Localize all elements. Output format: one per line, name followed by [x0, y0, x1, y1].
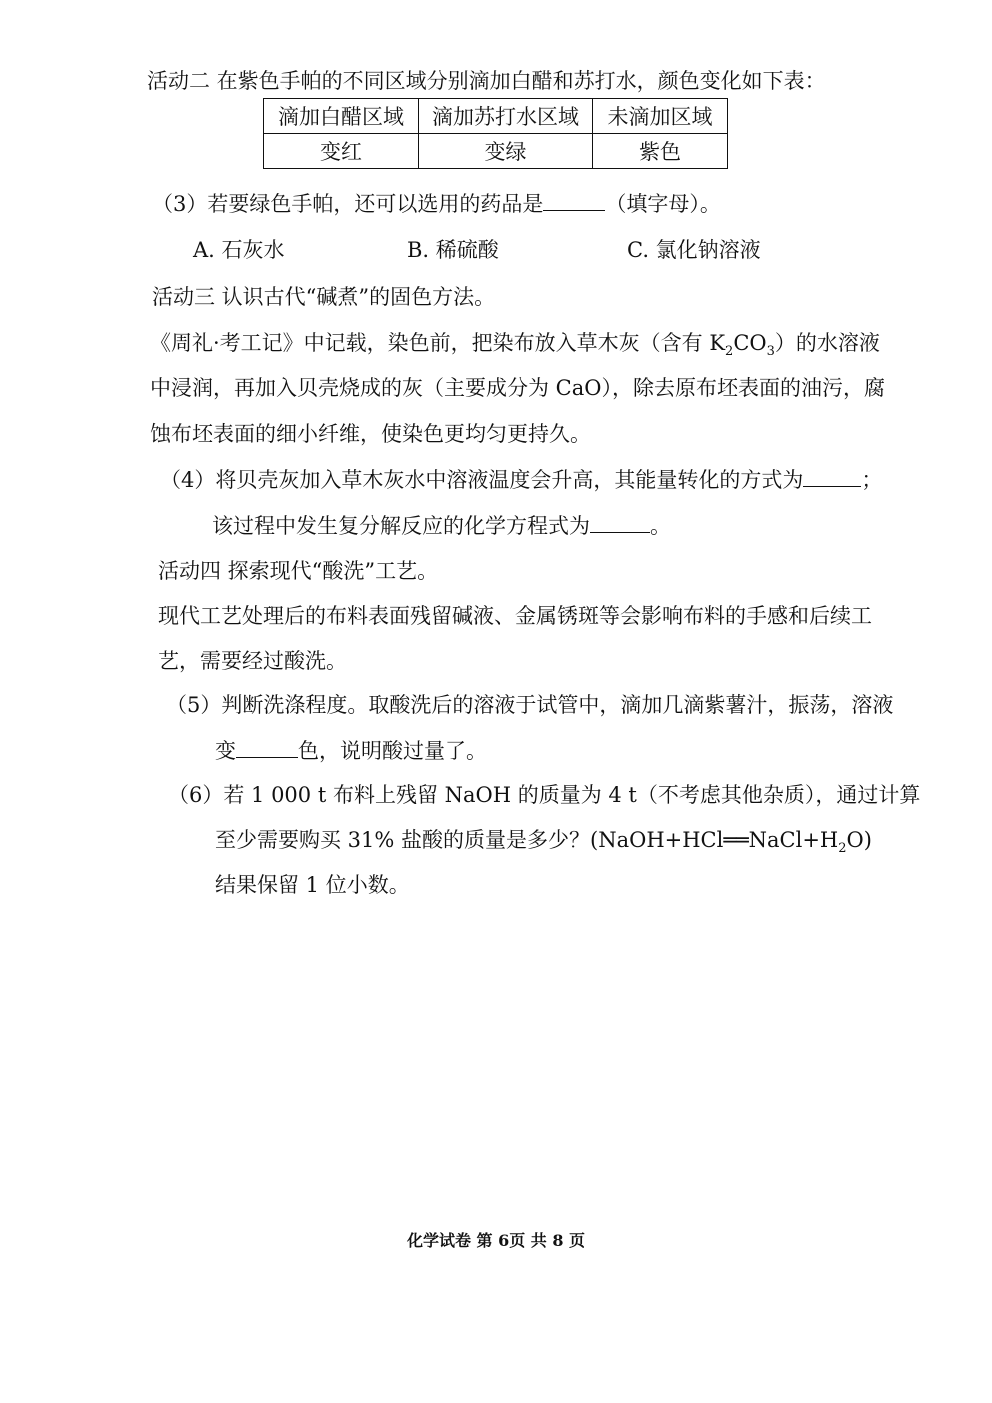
- question-5-text: 色，说明酸过量了。: [298, 739, 487, 763]
- color-change-table: [263, 98, 728, 169]
- question-3: [152, 188, 721, 219]
- question-4-line1: [160, 464, 882, 495]
- table-cell: 变绿: [419, 134, 593, 169]
- question-4-text: （4）将贝壳灰加入草木灰水中溶液温度会升高，其能量转化的方式为: [160, 468, 804, 492]
- activity2-heading: 活动二 在紫色手帕的不同区域分别滴加白醋和苏打水，颜色变化如下表：: [147, 69, 826, 93]
- subscript: 2: [838, 841, 847, 857]
- table-header-cell: 未滴加区域: [593, 99, 728, 134]
- question-4-line2: [212, 510, 671, 541]
- answer-blank[interactable]: [803, 464, 861, 487]
- question-5-text: 变: [215, 739, 236, 763]
- equation-sign: ══: [723, 828, 749, 852]
- question-4-text: 该过程中发生复分解反应的化学方程式为: [212, 514, 590, 538]
- table-cell: 变红: [264, 134, 419, 169]
- activity4-heading: 活动四 探索现代“酸洗”工艺。: [158, 559, 439, 583]
- subscript: 2: [725, 344, 734, 360]
- answer-blank[interactable]: [590, 510, 650, 533]
- table-row: [264, 134, 728, 169]
- question-5-line2: [215, 735, 487, 766]
- question-6-line3: 结果保留 1 位小数。: [215, 873, 410, 897]
- option-a: A. 石灰水: [193, 238, 285, 262]
- question-6-line1: （6）若 1 000 t 布料上残留 NaOH 的质量为 4 t（不考虑其他杂质），通过计算: [168, 783, 921, 807]
- subscript: 3: [766, 344, 775, 360]
- paragraph-text: 《周礼·考工记》中记载，染色前，把染布放入草木灰（含有 K: [150, 331, 726, 355]
- table-header-cell: 滴加白醋区域: [264, 99, 419, 134]
- question-6-text: O): [846, 828, 872, 852]
- answer-blank[interactable]: [236, 735, 298, 758]
- question-3-suffix: （填字母）。: [605, 192, 721, 216]
- table-header-row: [264, 99, 728, 134]
- activity3-heading: 活动三 认识古代“碱煮”的固色方法。: [152, 285, 496, 309]
- punctuation: 。: [650, 514, 671, 538]
- activity4-paragraph-line: 现代工艺处理后的布料表面残留碱液、金属锈斑等会影响布料的手感和后续工: [158, 604, 872, 628]
- option-b: B. 稀硫酸: [407, 238, 499, 262]
- table-header-cell: 滴加苏打水区域: [419, 99, 593, 134]
- activity3-paragraph-line: 蚀布坯表面的细小纤维，使染色更均匀更持久。: [150, 422, 591, 446]
- question-6-text: NaCl+H: [748, 828, 839, 852]
- activity3-paragraph-line: 中浸润，再加入贝壳烧成的灰（主要成分为 CaO），除去原布坯表面的油污，腐: [150, 376, 885, 400]
- page-footer: 化学试卷 第 6页 共 8 页: [406, 1231, 586, 1250]
- paragraph-text: CO: [733, 331, 767, 355]
- punctuation: ；: [861, 468, 883, 492]
- activity4-paragraph-line: 艺，需要经过酸洗。: [158, 649, 347, 673]
- paragraph-text: ）的水溶液: [774, 331, 880, 355]
- option-c: C. 氯化钠溶液: [627, 238, 761, 262]
- question-6-text: 至少需要购买 31% 盐酸的质量是多少？(NaOH+HCl: [215, 828, 724, 852]
- question-5-line1: （5）判断洗涤程度。取酸洗后的溶液于试管中，滴加几滴紫薯汁，振荡，溶液: [166, 693, 894, 717]
- table-cell: 紫色: [593, 134, 728, 169]
- question-6-line2: [215, 825, 872, 864]
- activity3-paragraph-line: [150, 328, 880, 367]
- question-3-text: （3）若要绿色手帕，还可以选用的药品是: [152, 192, 544, 216]
- answer-blank[interactable]: [543, 188, 605, 211]
